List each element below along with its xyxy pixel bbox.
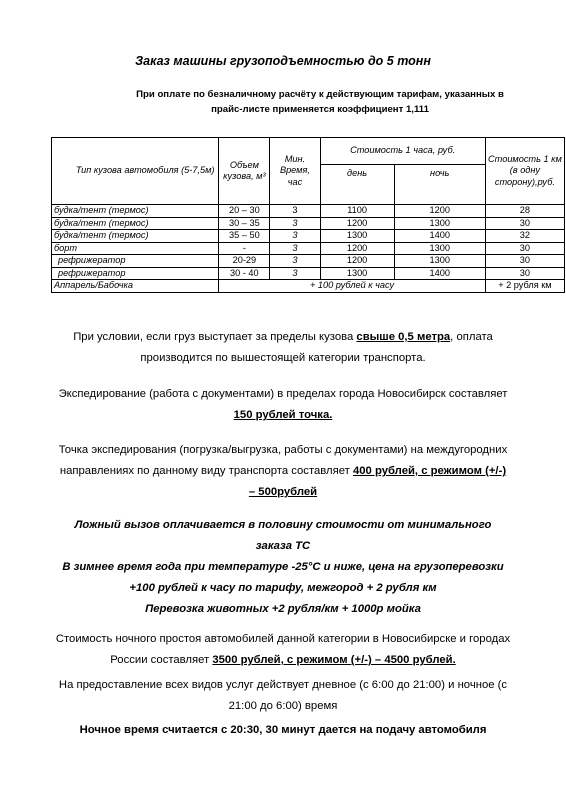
- night-time-note: Ночное время считается с 20:30, 30 минут дается на подачу автомобиля: [79, 724, 487, 736]
- night-idle-price: 3500 рублей, с режимом (+/-) – 4500 рублей.: [212, 654, 456, 666]
- row-night: 1300: [394, 217, 485, 230]
- row-km: 30: [485, 242, 564, 255]
- row-min: 3: [270, 255, 320, 268]
- row-day: 1100: [320, 205, 394, 218]
- row-min: 3: [270, 217, 320, 230]
- row-day: 1200: [320, 217, 394, 230]
- winter-note: В зимнее время года при температуре -25°С и ниже, цена на грузоперевозки +100 рублей к часу по тарифу, межгород + 2 рубля км: [62, 561, 504, 594]
- row-night: 1400: [394, 267, 485, 280]
- header-night: ночь: [394, 165, 485, 205]
- row-type: будка/тент (термос): [52, 217, 219, 230]
- row-min: 3: [270, 242, 320, 255]
- night-idle-note: [50, 629, 516, 671]
- row-volume: 30 – 35: [219, 217, 270, 230]
- animals-note: Перевозка животных +2 рубля/км + 1000р мойка: [145, 603, 421, 615]
- row-type: рефрижератор: [52, 267, 219, 280]
- row-km: 32: [485, 230, 564, 243]
- table-row: [52, 242, 565, 255]
- row-min: 3: [270, 230, 320, 243]
- row-type: борт: [52, 242, 219, 255]
- night-idle-text: Стоимость ночного простоя автомобилей данной категории в Новосибирске и городах России составляет: [55, 633, 511, 666]
- header-km-cost: Стоимость 1 км (в одну сторону),руб.: [485, 138, 564, 205]
- row-min: 3: [270, 267, 320, 280]
- tariff-table: [51, 137, 565, 293]
- header-body-type: Тип кузова автомобиля (5-7,5м): [52, 138, 219, 205]
- false-call-note: Ложный вызов оплачивается в половину стоимости от минимального заказа ТС: [74, 519, 492, 552]
- table-row: [52, 230, 565, 243]
- row-volume: 20-29: [219, 255, 270, 268]
- oversize-text: При условии, если груз выступает за пределы кузова: [73, 331, 357, 343]
- table-row: [52, 205, 565, 218]
- oversize-note: [50, 327, 516, 369]
- row-night: 1300: [394, 255, 485, 268]
- row-day: 1200: [320, 242, 394, 255]
- row-night: 1400: [394, 230, 485, 243]
- footer-km-extra: + 2 рубля км: [485, 280, 564, 293]
- day-night-note: На предоставление всех видов услуг действует дневное (с 6:00 до 21:00) и ночное (с 21:00 до 6:00) время: [58, 679, 508, 712]
- row-km: 28: [485, 205, 564, 218]
- row-km: 30: [485, 267, 564, 280]
- table-row: [52, 217, 565, 230]
- row-volume: 30 - 40: [219, 267, 270, 280]
- row-day: 1300: [320, 267, 394, 280]
- row-min: 3: [270, 205, 320, 218]
- row-volume: -: [219, 242, 270, 255]
- row-volume: 35 – 50: [219, 230, 270, 243]
- oversize-highlight: свыше 0,5 метра: [356, 331, 451, 343]
- row-type: рефрижератор: [52, 255, 219, 268]
- coefficient-note-line2: прайс-листе применяется коэффициент 1,111: [211, 104, 429, 115]
- forwarding-text: Экспедирование (работа с документами) в пределах города Новосибирск составляет: [58, 388, 508, 400]
- oversize-text-end: , оплата производится по вышестоящей категории транспорта.: [140, 331, 493, 364]
- row-night: 1300: [394, 242, 485, 255]
- table-row: [52, 255, 565, 268]
- table-footer-row: [52, 280, 565, 293]
- row-type: будка/тент (термос): [52, 230, 219, 243]
- coefficient-note-line1: При оплате по безналичному расчёту к действующим тарифам, указанных в: [136, 89, 504, 100]
- forwarding-note: [50, 384, 516, 426]
- document-title: Заказ машины грузоподъемностью до 5 тонн: [135, 54, 431, 68]
- row-km: 30: [485, 217, 564, 230]
- coefficient-note: [120, 87, 520, 117]
- row-km: 30: [485, 255, 564, 268]
- forwarding-price: 150 рублей точка.: [233, 409, 333, 421]
- header-min-time: Мин. Время, час: [270, 138, 320, 205]
- header-hour-cost: Стоимость 1 часа, руб.: [320, 138, 485, 165]
- table-row: [52, 267, 565, 280]
- row-day: 1300: [320, 230, 394, 243]
- footer-type: Аппарель/Бабочка: [52, 280, 219, 293]
- header-volume: Объем кузова, м³: [219, 138, 270, 205]
- row-day: 1200: [320, 255, 394, 268]
- header-day: день: [320, 165, 394, 205]
- intercity-text: Точка экспедирования (погрузка/выгрузка, работы с документами) на междугородних направлениях по данному виду транспорта составляет: [58, 444, 508, 477]
- intercity-price: 400 рублей, с режимом (+/-) – 500рублей: [248, 465, 507, 498]
- row-type: будка/тент (термос): [52, 205, 219, 218]
- footer-hour-extra: + 100 рублей к часу: [219, 280, 486, 293]
- intercity-forwarding-note: [56, 440, 510, 503]
- row-night: 1200: [394, 205, 485, 218]
- row-volume: 20 – 30: [219, 205, 270, 218]
